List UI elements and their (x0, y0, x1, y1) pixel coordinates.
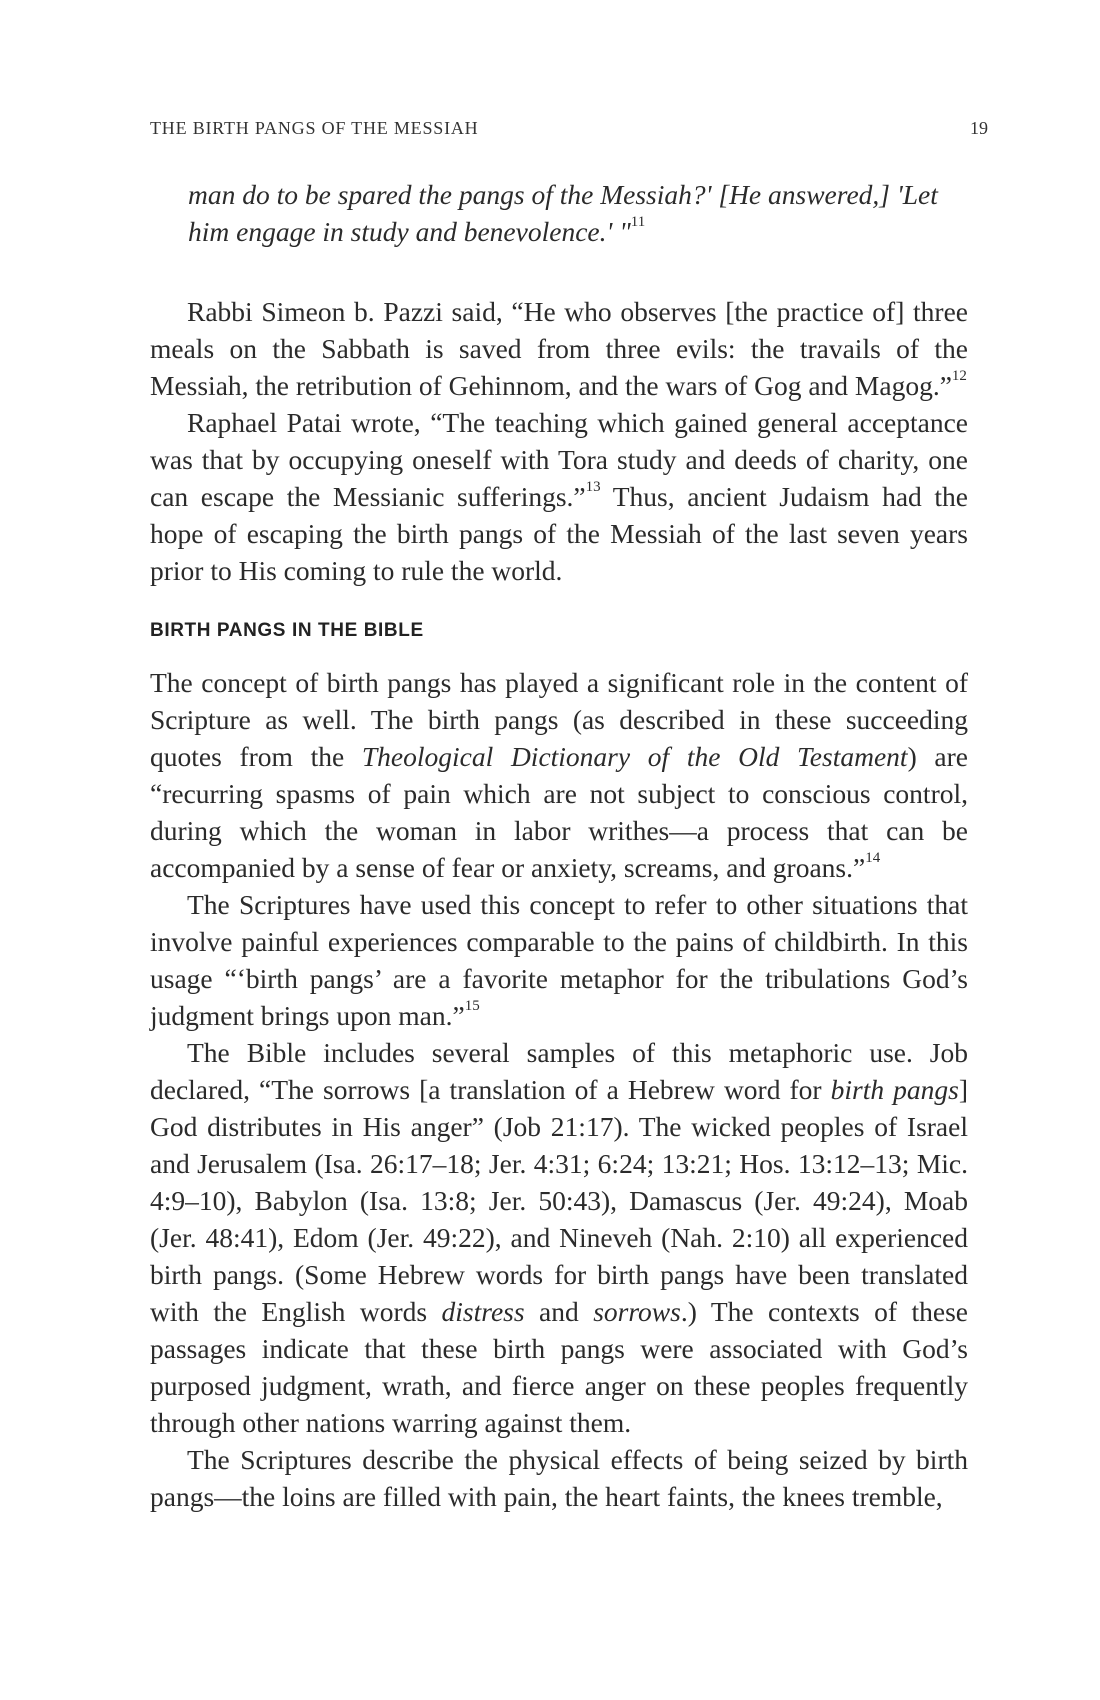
book-title: Theological Dictionary of the Old Testament (361, 741, 908, 772)
paragraph-pazzi (150, 293, 968, 404)
paragraph-text: The Scriptures describe the physical effects of being seized by birth pangs—the loins are filled with pain, the heart faints, the knees tremble, (150, 1444, 968, 1512)
footnote-ref-12[interactable]: 12 (951, 368, 967, 384)
footnote-ref-11[interactable]: 11 (630, 214, 646, 230)
page-number: 19 (970, 118, 988, 138)
emphasis: distress (441, 1296, 525, 1327)
body-text (150, 176, 968, 1515)
paragraph-text: The concept of birth pangs has played a significant role in the content of Scripture as well. The birth pangs (as described in these succeeding quotes from the (150, 667, 968, 772)
paragraph-text: The Bible includes several samples of this metaphoric use. Job declared, “The sorrows [a translation of a Hebrew word for (150, 1037, 968, 1105)
paragraph-text: ) are “recurring spasms of pain which are not subject to conscious control, during which the woman in labor writhes—a process that can be accompanied by a sense of fear or anxiety, screams, and groans.” (150, 741, 968, 883)
paragraph-effects (150, 1441, 968, 1515)
paragraph-text: Thus, ancient Judaism had the hope of escaping the birth pangs of the Messiah of the last seven years prior to His coming to rule the world. (150, 481, 968, 586)
running-head: THE BIRTH PANGS OF THE MESSIAH (150, 118, 479, 138)
paragraph-text: and (524, 1296, 594, 1327)
paragraph-text: ] God distributes in His anger” (Job 21:17). The wicked peoples of Israel and Jerusalem (Isa. 26:17–18; Jer. 4:31; 6:24; 13:21; Hos. 13:12–13; Mic. 4:9–10), Babylon (Isa. 13:8; Jer. 50:43), Damascus (Jer. 49:24), Moab (Jer. 48:41), Edom (Jer. 49:22), and Nineveh (Nah. 2:10) all experienced birth pangs. (Some Hebrew words for birth pangs have been translated with the English words (150, 1074, 969, 1327)
paragraph-patai (150, 404, 968, 589)
footnote-ref-15[interactable]: 15 (464, 998, 480, 1014)
paragraph-usage (150, 886, 968, 1034)
footnote-ref-14[interactable]: 14 (865, 850, 881, 866)
paragraph-samples (150, 1034, 968, 1441)
section-heading: BIRTH PANGS IN THE BIBLE (150, 620, 424, 641)
quote-line-2: him engage in study and benevolence.' " (188, 216, 631, 247)
quote-line-1: man do to be spared the pangs of the Messiah?' [He answered,] 'Let (188, 179, 938, 210)
block-quote (188, 176, 968, 250)
emphasis: birth pangs (830, 1074, 959, 1105)
emphasis: sorrows (593, 1296, 681, 1327)
footnote-ref-13[interactable]: 13 (585, 479, 601, 495)
paragraph-text: Rabbi Simeon b. Pazzi said, “He who observes [the practice of] three meals on the Sabbath is saved from three evils: the travails of the Messiah, the retribution of Gehinnom, and the wars of Gog and Magog.” (150, 296, 968, 401)
paragraph-text: The Scriptures have used this concept to refer to other situations that involve painful experiences comparable to the pains of childbirth. In this usage “‘birth pangs’ are a favorite metaphor for the tribulations God’s judgment brings upon man.” (150, 889, 968, 1031)
paragraph-text: .) The contexts of these passages indicate that these birth pangs were associated with God’s purposed judgment, wrath, and fierce anger on these peoples frequently through other nations warring against them. (150, 1296, 968, 1438)
paragraph-concept (150, 664, 968, 886)
paragraph-text: Raphael Patai wrote, “The teaching which gained general acceptance was that by occupying oneself with Tora study and deeds of charity, one can escape the Messianic sufferings.” (150, 407, 968, 512)
